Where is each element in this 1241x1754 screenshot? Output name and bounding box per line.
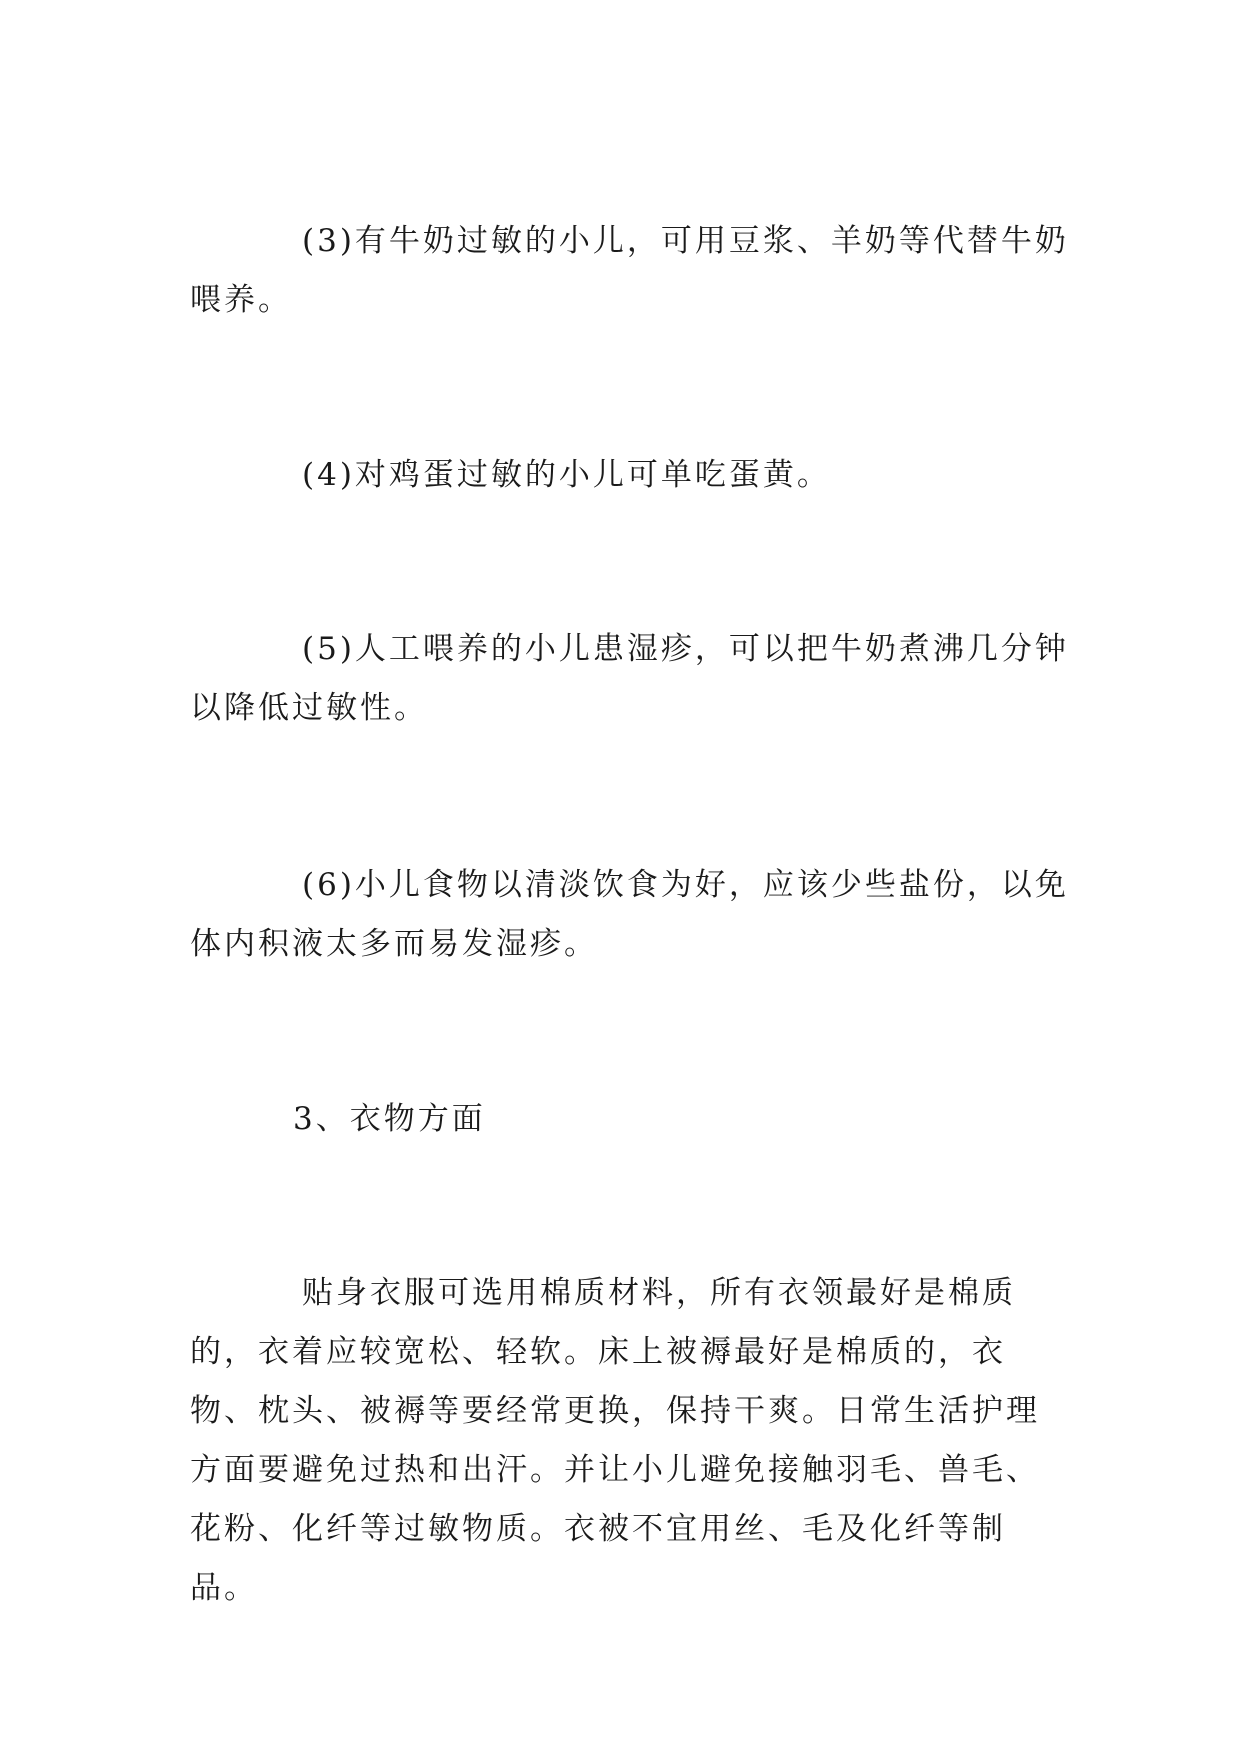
paragraph-item-5: (5)人工喂养的小儿患湿疹，可以把牛奶煮沸几分钟以降低过敏性。 (190, 631, 1069, 726)
paragraph-item-6: (6)小儿食物以清淡饮食为好，应该少些盐份，以免体内积液太多而易发湿疹。 (190, 867, 1069, 962)
section-heading-clothing: 3、衣物方面 (293, 1101, 486, 1137)
paragraph-clothing-body: 贴身衣服可选用棉质材料，所有衣领最好是棉质的，衣着应较宽松、轻软。床上被褥最好是棉质的，衣物、枕头、被褥等要经常更换，保持干爽。日常生活护理方面要避免过热和出汗。并让小儿避免接触羽毛、兽毛、花粉、化纤等过敏物质。衣被不宜用丝、毛及化纤等制品。 (190, 1275, 1040, 1606)
paragraph-item-3: (3)有牛奶过敏的小儿，可用豆浆、羊奶等代替牛奶喂养。 (190, 223, 1069, 318)
paragraph-item-4: (4)对鸡蛋过敏的小儿可单吃蛋黄。 (302, 457, 831, 493)
